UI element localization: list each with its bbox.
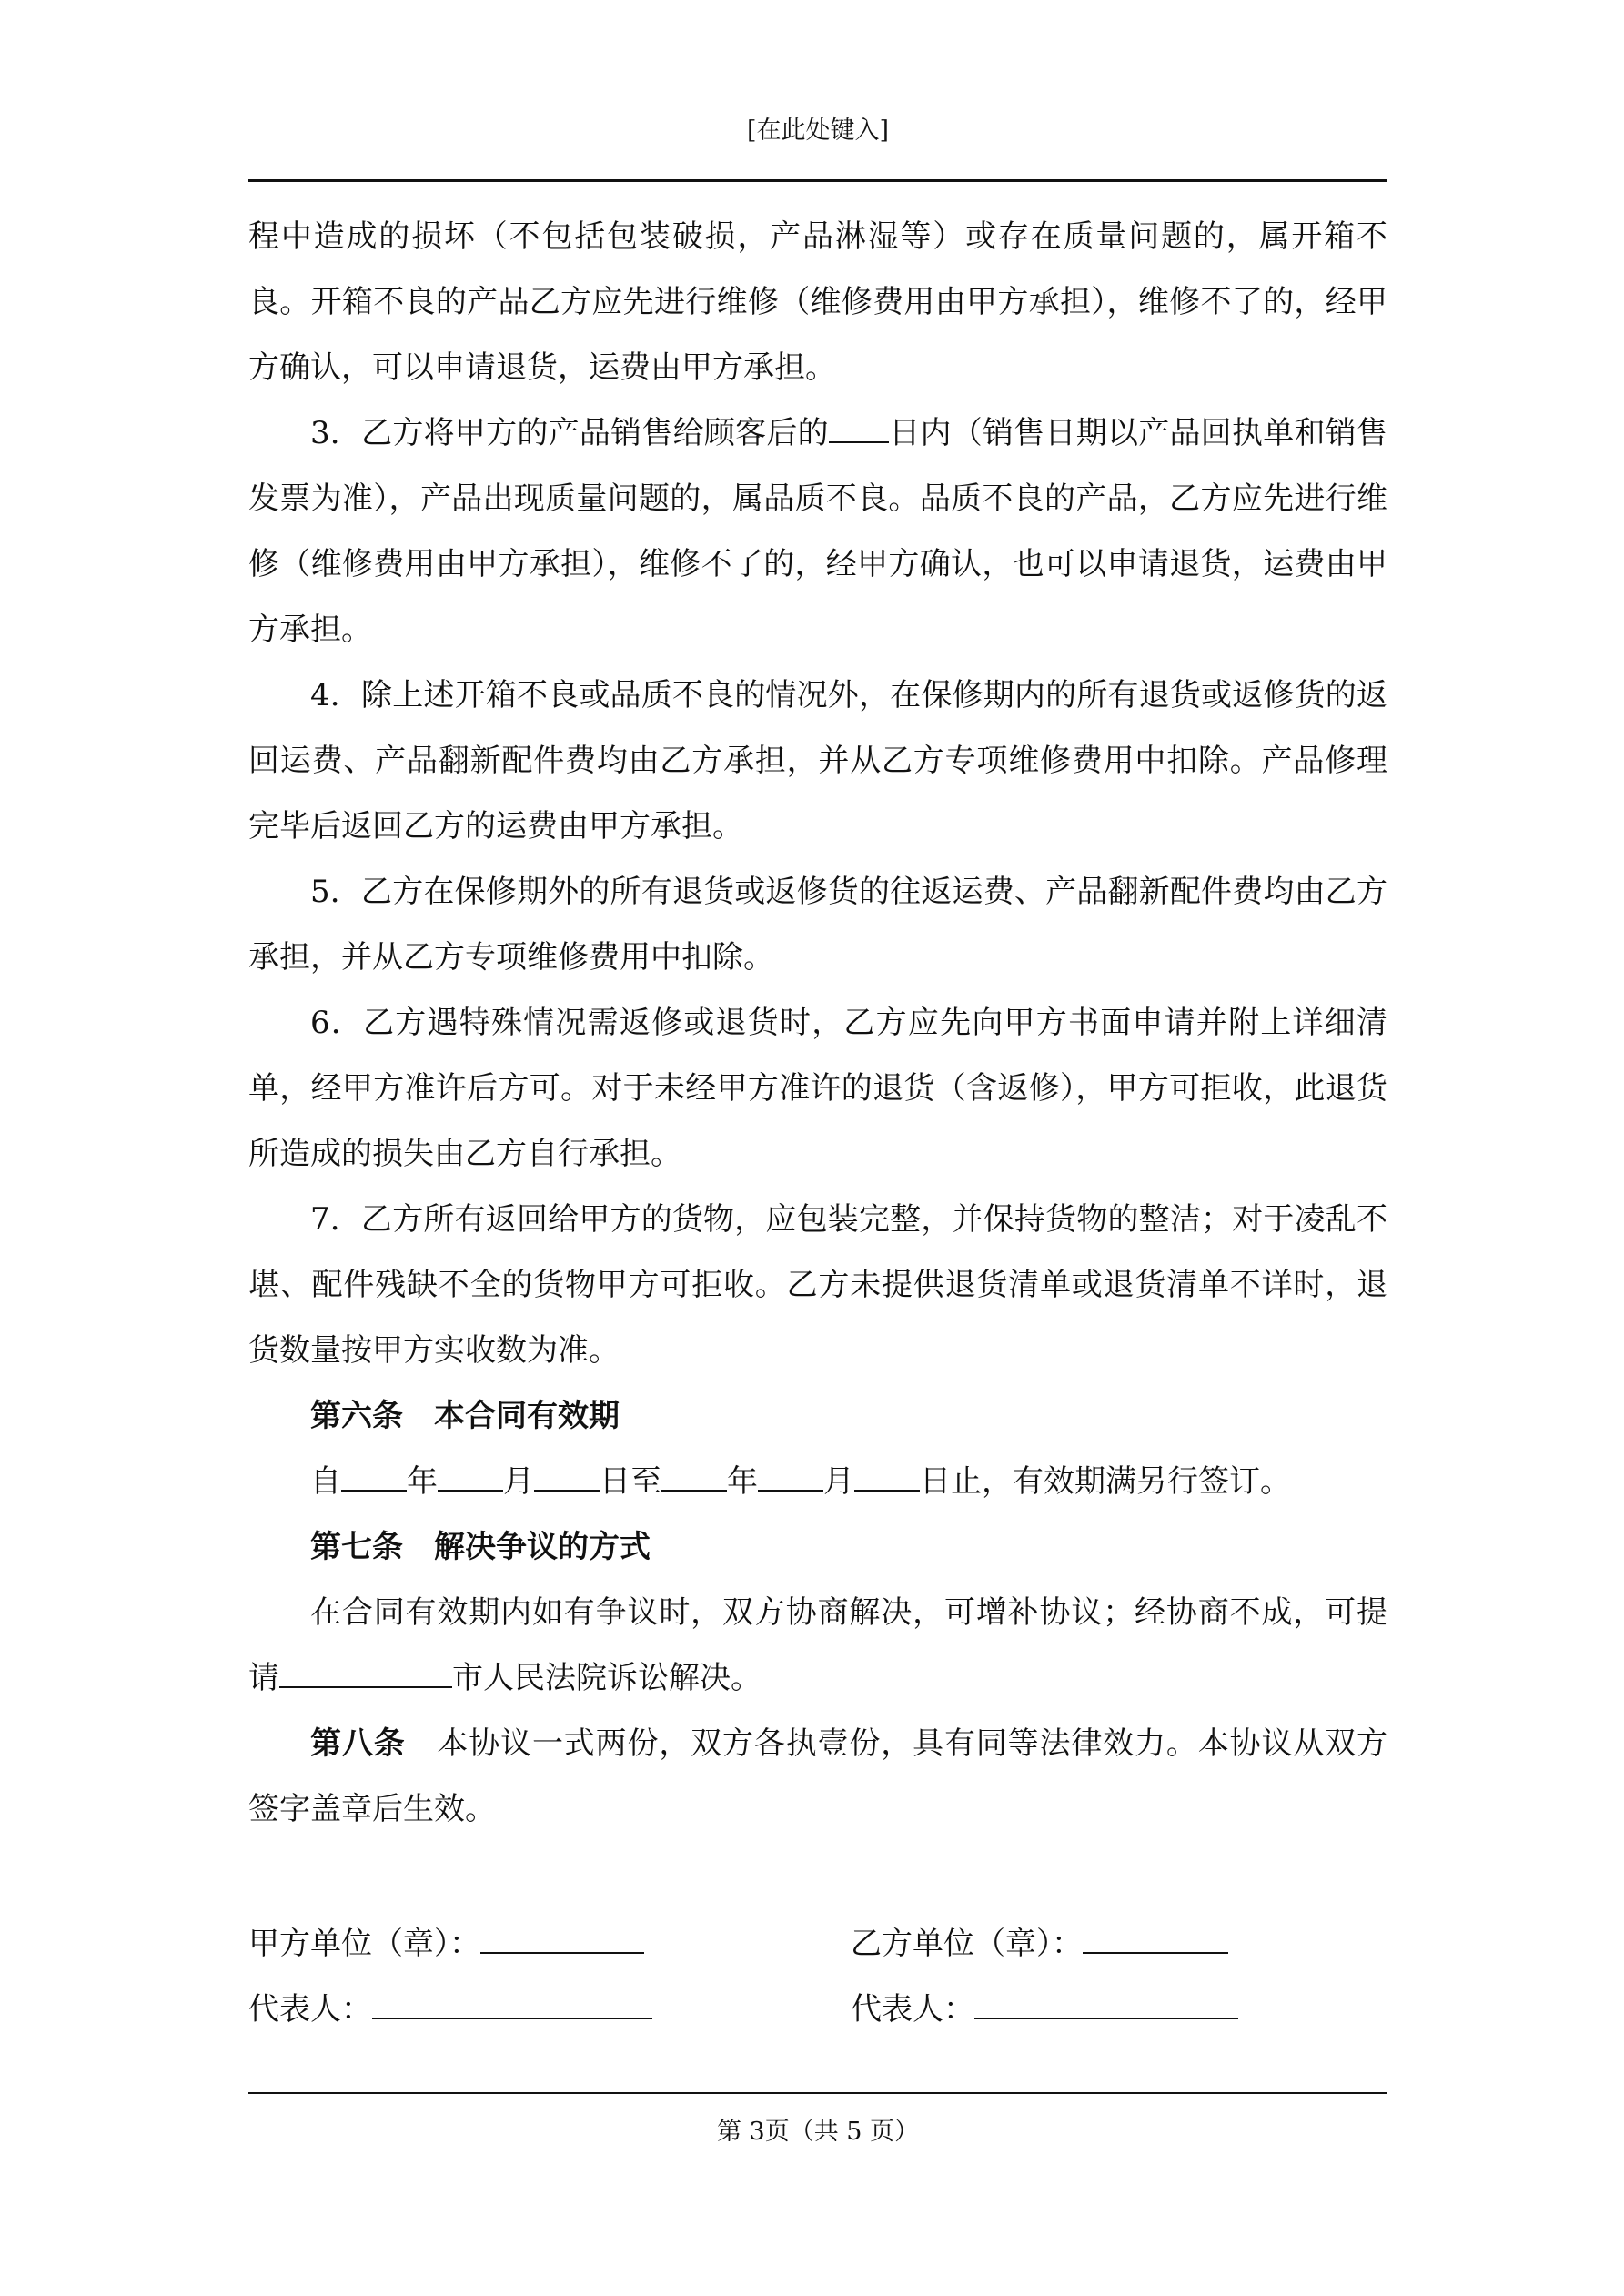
article-7-text-a: 在合同有效期内如有争议时，双方协商解决，可增补协议；经协商不成，可提请 bbox=[248, 1594, 1387, 1696]
article-7-title: 第七条 解决争议的方式 bbox=[310, 1529, 651, 1565]
clause-item-5: 5．乙方在保修期外的所有退货或返修货的往返运费、产品翻新配件费均由乙方承担，并从乙方专项维修费用中扣除。 bbox=[248, 874, 1387, 976]
party-a-unit bbox=[248, 1911, 644, 1977]
party-a-unit-line[interactable] bbox=[480, 1919, 644, 1954]
party-a-unit-label: 甲方单位（章）： bbox=[248, 1926, 480, 1962]
month-label: 月 bbox=[503, 1463, 534, 1500]
clause-item-4: 4．除上述开箱不良或品质不良的情况外，在保修期内的所有退货或返修货的返回运费、产品翻新配件费均由乙方承担，并从乙方专项维修费用中扣除。产品修理完毕后返回乙方的运费由甲方承担。 bbox=[248, 677, 1387, 845]
year-label: 年 bbox=[407, 1463, 438, 1500]
days-blank[interactable] bbox=[829, 410, 889, 443]
header-rule bbox=[248, 179, 1387, 182]
clause-item-3-text-a: 3．乙方将甲方的产品销售给顾客后的 bbox=[310, 415, 829, 451]
article-8-title: 第八条 bbox=[310, 1725, 406, 1762]
day-to-label: 日至 bbox=[600, 1463, 661, 1500]
page-footer: 第 3页（共 5 页） bbox=[716, 2118, 920, 2146]
article-7-text-b: 市人民法院诉讼解决。 bbox=[452, 1660, 762, 1696]
end-day-blank[interactable] bbox=[854, 1459, 920, 1492]
article-8-text: 本协议一式两份，双方各执壹份，具有同等法律效力。本协议从双方签字盖章后生效。 bbox=[248, 1725, 1387, 1827]
clause-item-7: 7．乙方所有返回给甲方的货物，应包装完整，并保持货物的整洁；对于凌乱不堪、配件残缺不全的货物甲方可拒收。乙方未提供退货清单或退货清单不详时，退货数量按甲方实收数为准。 bbox=[248, 1201, 1387, 1369]
end-year-blank[interactable] bbox=[661, 1459, 727, 1492]
document-body bbox=[248, 204, 1387, 1842]
court-city-blank[interactable] bbox=[279, 1655, 452, 1688]
clause-item-3-text-b: 日内（销售日期以产品回执单和销售发票为准），产品出现质量问题的，属品质不良。品质不良的产品，乙方应先进行维修（维修费用由甲方承担），维修不了的，经甲方确认，也可以申请退货，运费由甲方承担。 bbox=[248, 415, 1387, 648]
party-b-representative bbox=[851, 1977, 1238, 2042]
end-month-blank[interactable] bbox=[758, 1459, 823, 1492]
clause-item-6: 6．乙方遇特殊情况需返修或退货时，乙方应先向甲方书面申请并附上详细清单，经甲方准许后方可。对于未经甲方准许的退货（含返修），甲方可拒收，此退货所造成的损失由乙方自行承担。 bbox=[248, 1005, 1387, 1172]
start-year-blank[interactable] bbox=[341, 1459, 407, 1492]
year-label-2: 年 bbox=[727, 1463, 758, 1500]
party-b-unit-line[interactable] bbox=[1083, 1919, 1228, 1954]
party-b-rep-line[interactable] bbox=[974, 1985, 1238, 2019]
party-b-rep-label: 代表人： bbox=[851, 1991, 974, 2028]
party-b-unit bbox=[851, 1911, 1228, 1977]
footer-rule bbox=[248, 2092, 1387, 2094]
signature-block bbox=[248, 1911, 1387, 2042]
start-month-blank[interactable] bbox=[438, 1459, 503, 1492]
party-a-rep-line[interactable] bbox=[372, 1985, 652, 2019]
article-7-dispute-text bbox=[248, 1580, 1387, 1711]
from-label: 自 bbox=[310, 1463, 341, 1500]
party-a-representative bbox=[248, 1977, 652, 2042]
article-8 bbox=[248, 1711, 1387, 1842]
page-header: [在此处键入] bbox=[746, 116, 890, 145]
signature-row-units bbox=[248, 1911, 1387, 1977]
end-label: 日止，有效期满另行签订。 bbox=[920, 1463, 1291, 1500]
party-b-unit-label: 乙方单位（章）： bbox=[851, 1926, 1083, 1962]
party-a-rep-label: 代表人： bbox=[248, 1991, 372, 2028]
clause-item-3 bbox=[248, 400, 1387, 663]
signature-row-reps bbox=[248, 1977, 1387, 2042]
paragraph-continued: 程中造成的损坏（不包括包装破损，产品淋湿等）或存在质量问题的，属开箱不良。开箱不良的产品乙方应先进行维修（维修费用由甲方承担），维修不了的，经甲方确认，可以申请退货，运费由甲方承担。 bbox=[248, 218, 1387, 386]
month-label-2: 月 bbox=[823, 1463, 854, 1500]
start-day-blank[interactable] bbox=[534, 1459, 600, 1492]
article-6-validity-period bbox=[248, 1449, 1387, 1514]
article-6-title: 第六条 本合同有效期 bbox=[310, 1398, 620, 1434]
